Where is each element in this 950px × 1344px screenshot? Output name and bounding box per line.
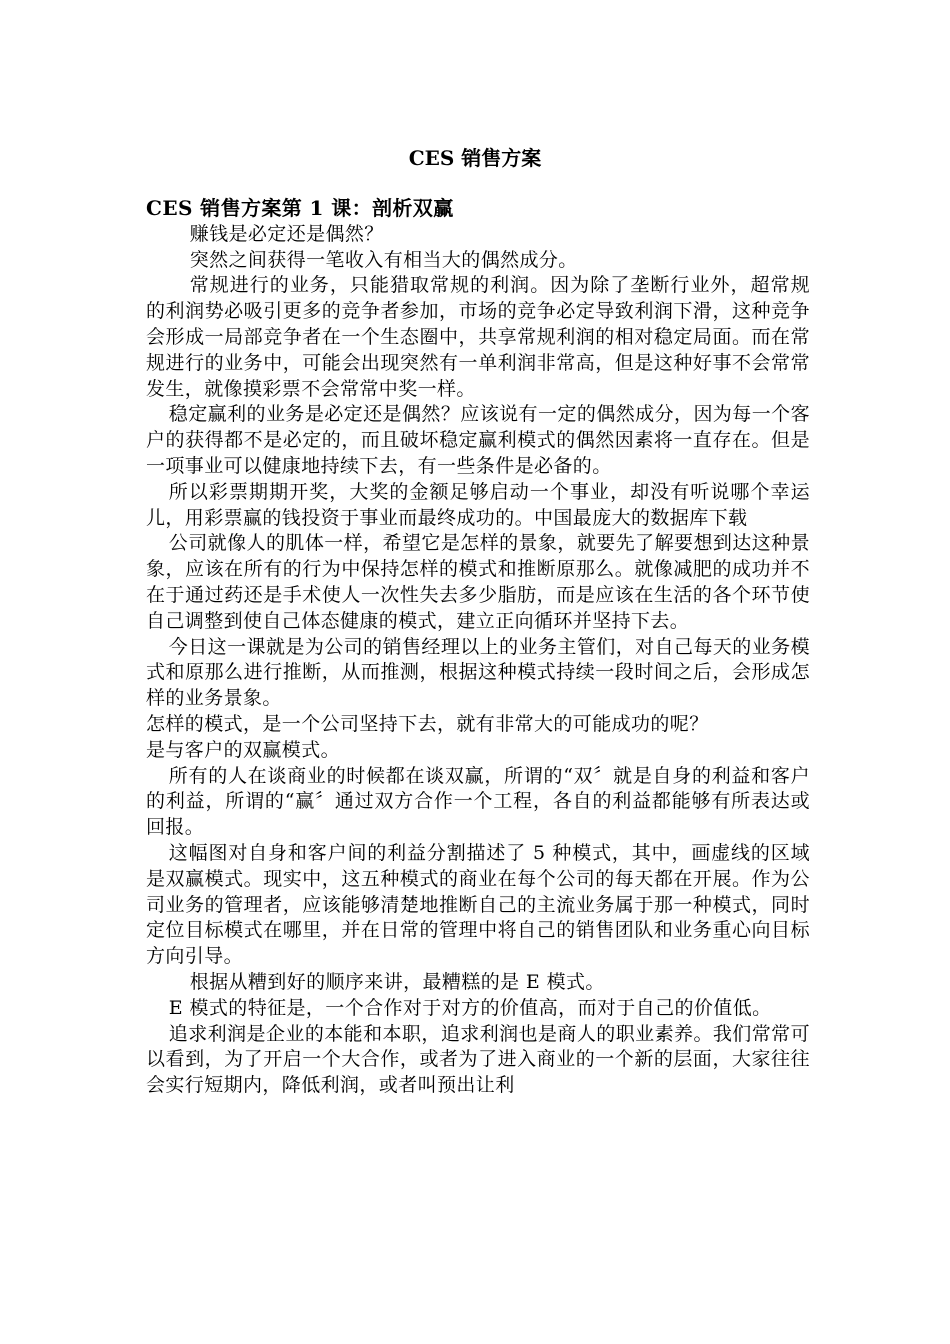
paragraph: 所以彩票期期开奖，大奖的金额足够启动一个事业，却没有听说哪个幸运儿，用彩票赢的钱投资于事业而最终成功的。中国最庞大的数据库下载 <box>146 480 810 529</box>
document-body <box>146 196 810 1099</box>
paragraph: 追求利润是企业的本能和本职，追求利润也是商人的职业素养。我们常常可以看到，为了开启一个大合作，或者为了进入商业的一个新的层面，大家往往会实行短期内，降低利润，或者叫预出让利 <box>146 1022 810 1097</box>
paragraph: 今日这一课就是为公司的销售经理以上的业务主管们，对自己每天的业务模式和原那么进行推断，从而推测，根据这种模式持续一段时间之后，会形成怎样的业务景象。 <box>146 635 810 710</box>
paragraph: 常规进行的业务，只能猎取常规的利润。因为除了垄断行业外，超常规的利润势必吸引更多的竞争者参加，市场的竞争必定导致利润下滑，这种竞争会形成一局部竞争者在一个生态圈中，共享常规利润的相对稳定局面。而在常规进行的业务中，可能会出现突然有一单利润非常高，但是这种好事不会常常发生，就像摸彩票不会常常中奖一样。 <box>146 274 810 400</box>
paragraph: 所有的人在谈商业的时候都在谈双赢，所谓的“双〞就是自身的利益和客户的利益，所谓的“赢〞通过双方合作一个工程，各自的利益都能够有所表达或回报。 <box>146 764 810 839</box>
paragraph: 突然之间获得一笔收入有相当大的偶然成分。 <box>189 248 578 271</box>
paragraph: 怎样的模式，是一个公司坚持下去，就有非常大的可能成功的呢？ <box>146 712 709 735</box>
paragraph: 是与客户的双赢模式。 <box>146 738 341 761</box>
paragraph: 赚钱是必定还是偶然？ <box>189 222 384 245</box>
paragraph: E 模式的特征是，一个合作对于对方的价值高，而对于自己的价值低。 <box>168 996 772 1019</box>
section-heading: CES 销售方案第 1 课：剖析双赢 <box>146 196 454 220</box>
paragraph: 根据从糟到好的顺序来讲，最糟糕的是 E 模式。 <box>189 970 605 993</box>
paragraph: 稳定赢利的业务是必定还是偶然？应该说有一定的偶然成分，因为每一个客户的获得都不是必定的，而且破坏稳定赢利模式的偶然因素将一直存在。但是一项事业可以健康地持续下去，有一些条件是必备的。 <box>146 403 810 477</box>
document-title: CES 销售方案 <box>408 146 542 170</box>
paragraph: 这幅图对自身和客户间的利益分割描述了 5 种模式，其中，画虚线的区域是双赢模式。现实中，这五种模式的商业在每个公司的每天都在开展。作为公司业务的管理者，应该能够清楚地推断自己的主流业务属于那一种模式，同时定位目标模式在哪里，并在日常的管理中将自己的销售团队和业务重心向目标方向引导。 <box>146 841 810 968</box>
paragraph: 公司就像人的肌体一样，希望它是怎样的景象，就要先了解要想到达这种景象，应该在所有的行为中保持怎样的模式和推断原那么。就像减肥的成功并不在于通过药还是手术使人一次性失去多少脂肪，而是应该在生活的各个环节使自己调整到使自己体态健康的模式，建立正向循环并坚持下去。 <box>146 532 810 632</box>
